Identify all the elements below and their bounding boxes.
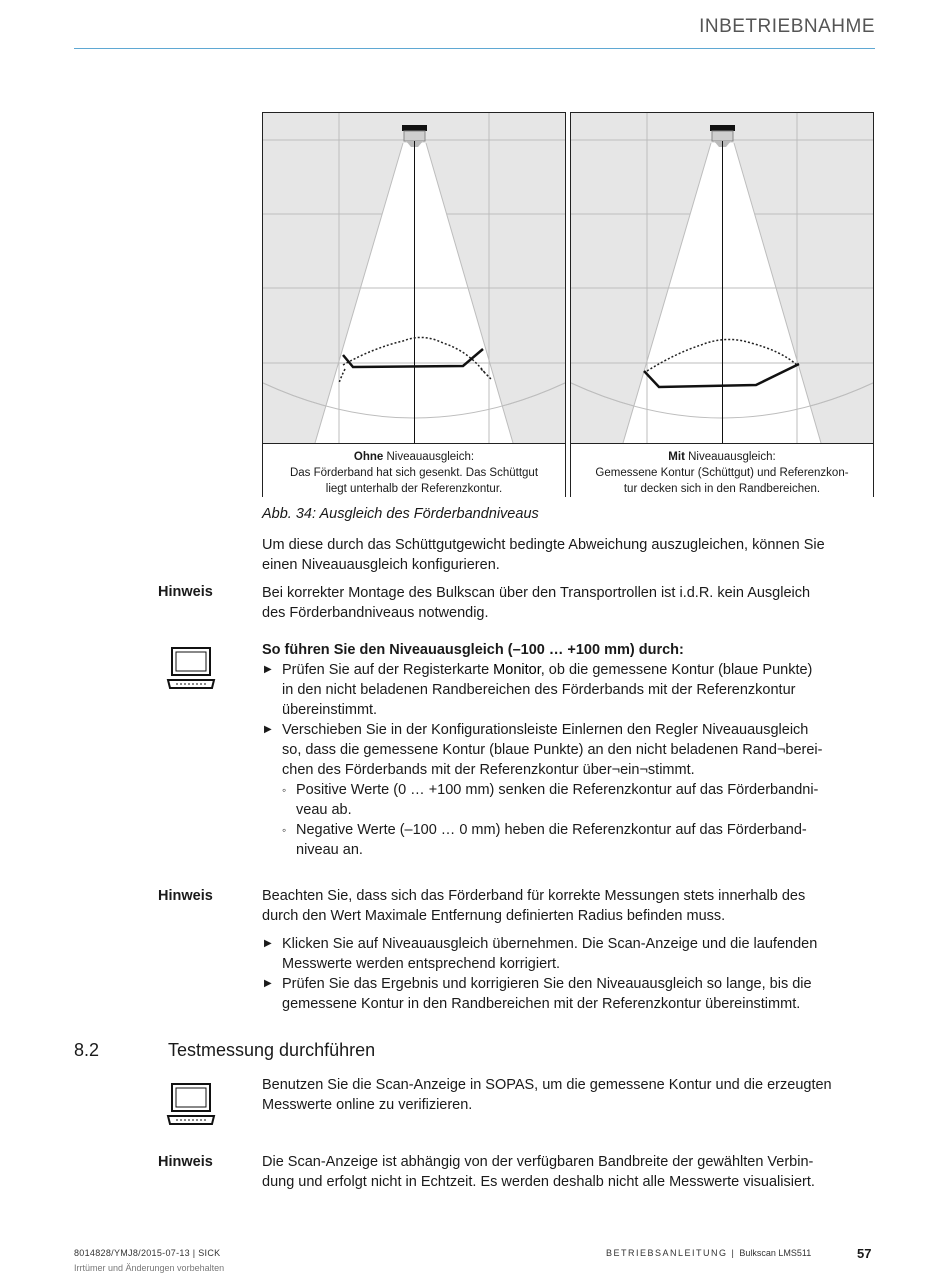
section-line1: Benutzen Sie die Scan-Anzeige in SOPAS, um die gemessene Kontur und die erzeugten: [262, 1077, 832, 1093]
scan-diagram-right: [571, 113, 873, 443]
note1-label: Hinweis: [158, 584, 213, 600]
footer-manual: [606, 1248, 811, 1258]
step1-ui-term: Monitor: [493, 662, 541, 678]
sub2-line1: Negative Werte (–100 … 0 mm) heben die Referenzkontur auf das Förderband-: [296, 822, 807, 838]
steps2-step-2: [262, 974, 874, 1014]
steps2-step1-line2: Messwerte werden entsprechend korrigiert.: [282, 956, 561, 972]
note3-text: [262, 1152, 874, 1192]
header-rule: [74, 48, 875, 49]
sub2-line2: niveau an.: [296, 842, 363, 858]
caption-right-line3: tur decken sich in den Randbereichen.: [623, 483, 821, 495]
figure-left-panel: [262, 112, 566, 497]
note2-text: [262, 886, 874, 926]
note2-text-d: definierten Radius befinden muss.: [501, 908, 726, 924]
caption-right-bold: Mit: [668, 451, 685, 463]
procedure-step-2: [262, 720, 874, 860]
header-section-title: INBETRIEBNAHME: [699, 16, 875, 37]
bullet-circle-icon: ◦: [282, 783, 287, 797]
steps2: [262, 934, 874, 1014]
section-line2: Messwerte online zu verifizieren.: [262, 1097, 473, 1113]
note3-text-d: in Echtzeit. Es werden deshalb nicht alle Messwerte visualisiert.: [401, 1174, 815, 1190]
procedure-step-1: [262, 660, 874, 720]
step2-text-a: Verschieben Sie in der Konfigurationsleiste: [282, 722, 562, 738]
laptop-icon: [166, 646, 216, 690]
footer-model: Bulkscan LMS511: [739, 1248, 812, 1258]
scan-diagram-left: [263, 113, 565, 443]
step1-line2: in den nicht beladenen Randbereichen des Förderbands mit der Referenzkontur: [282, 682, 796, 698]
steps2-step1-text-a: Klicken Sie auf: [282, 936, 382, 952]
bullet-triangle-icon: ▶: [264, 664, 272, 675]
note2-text-b: durch den Wert: [262, 908, 365, 924]
caption-left-line2: Das Förderband hat sich gesenkt. Das Schüttgut: [289, 467, 539, 479]
figure-left-caption: [263, 443, 565, 497]
step2-line3: chen des Förderbands mit der Referenzkontur über¬ein¬stimmt.: [282, 762, 695, 778]
procedure-title: So führen Sie den Niveauausgleich (–100 … +100 mm) durch:: [262, 642, 684, 658]
step2-ui-term-2: Niveauausgleich: [701, 722, 809, 738]
bullet-triangle-icon: ▶: [264, 938, 272, 949]
footer-disclaimer: Irrtümer und Änderungen vorbehalten: [74, 1263, 225, 1273]
procedure-sub-2: [262, 820, 874, 860]
intro-line2: einen Niveauausgleich konfigurieren.: [262, 557, 500, 573]
section-paragraph: [262, 1075, 874, 1115]
figure-right-caption: [571, 443, 873, 497]
step2-line2: so, dass die gemessene Kontur (blaue Punkte) an den nicht beladenen Rand¬berei-: [282, 742, 823, 758]
step1-line3: übereinstimmt.: [282, 702, 378, 718]
page-number: 57: [857, 1246, 872, 1261]
step1-text-c: , ob die gemessene Kontur (blaue Punkte): [540, 662, 813, 678]
section-number: 8.2: [74, 1040, 100, 1060]
footer-manual-label: BETRIEBSANLEITUNG |: [606, 1248, 740, 1258]
note3-emphasis: nicht: [370, 1174, 402, 1190]
note3-text-b: dung und erfolgt: [262, 1174, 371, 1190]
bullet-triangle-icon: ▶: [264, 724, 272, 735]
steps2-step2-line2: gemessene Kontur in den Randbereichen mit der Referenzkontur übereinstimmt.: [282, 996, 801, 1012]
caption-right-rest: Niveauausgleich:: [688, 451, 776, 463]
note1-line1: Bei korrekter Montage des Bulkscan über den Transportrollen ist i.d.R. kein Ausgleich: [262, 585, 811, 601]
note2-line1: Beachten Sie, dass sich das Förderband für korrekte Messungen stets innerhalb des: [262, 888, 806, 904]
steps2-step2-line1: Prüfen Sie das Ergebnis und korrigieren Sie den Niveauausgleich so lange, bis die: [282, 976, 812, 992]
note2-label: Hinweis: [158, 888, 213, 904]
step2-text-c: den Regler: [622, 722, 702, 738]
procedure-sub-1: [262, 780, 874, 820]
bullet-circle-icon: ◦: [282, 823, 287, 837]
sub1-line1: Positive Werte (0 … +100 mm) senken die Referenzkontur auf das Förderbandni-: [296, 782, 819, 798]
caption-left-bold: Ohne: [353, 451, 384, 463]
intro-paragraph: [262, 535, 874, 575]
laptop-icon: [166, 1082, 216, 1126]
note1-line2: des Förderbandniveaus notwendig.: [262, 605, 489, 621]
note3-label: Hinweis: [158, 1154, 213, 1170]
caption-right-line2: Gemessene Kontur (Schüttgut) und Referenzkon-: [595, 467, 849, 479]
caption-left-line3: liegt unterhalb der Referenzkontur.: [325, 483, 503, 495]
note2-ui-term: Maximale Entfernung: [364, 908, 502, 924]
procedure: [262, 640, 874, 860]
footer-doc-id: 8014828/YMJ8/2015-07-13 | SICK: [74, 1248, 221, 1258]
steps2-step-1: [262, 934, 874, 974]
figure-right-panel: [570, 112, 874, 497]
bullet-triangle-icon: ▶: [264, 978, 272, 989]
step1-text-a: Prüfen Sie auf der Registerkarte: [282, 662, 494, 678]
figure-caption: Abb. 34: Ausgleich des Förderbandniveaus: [262, 506, 539, 522]
note3-line1: Die Scan-Anzeige ist abhängig von der verfügbaren Bandbreite der gewählten Verbin-: [262, 1154, 814, 1170]
intro-line1: Um diese durch das Schüttgutgewicht bedingte Abweichung auszugleichen, können Sie: [262, 537, 825, 553]
step2-ui-term-1: Einlernen: [561, 722, 623, 738]
steps2-step1-text-c: . Die Scan-Anzeige und die laufenden: [573, 936, 818, 952]
section-title: Testmessung durchführen: [168, 1040, 376, 1060]
sub1-line2: veau ab.: [296, 802, 352, 818]
caption-left-rest: Niveauausgleich:: [386, 451, 475, 463]
note1-text: [262, 583, 874, 623]
steps2-step1-ui-term: Niveauausgleich übernehmen: [381, 936, 574, 952]
